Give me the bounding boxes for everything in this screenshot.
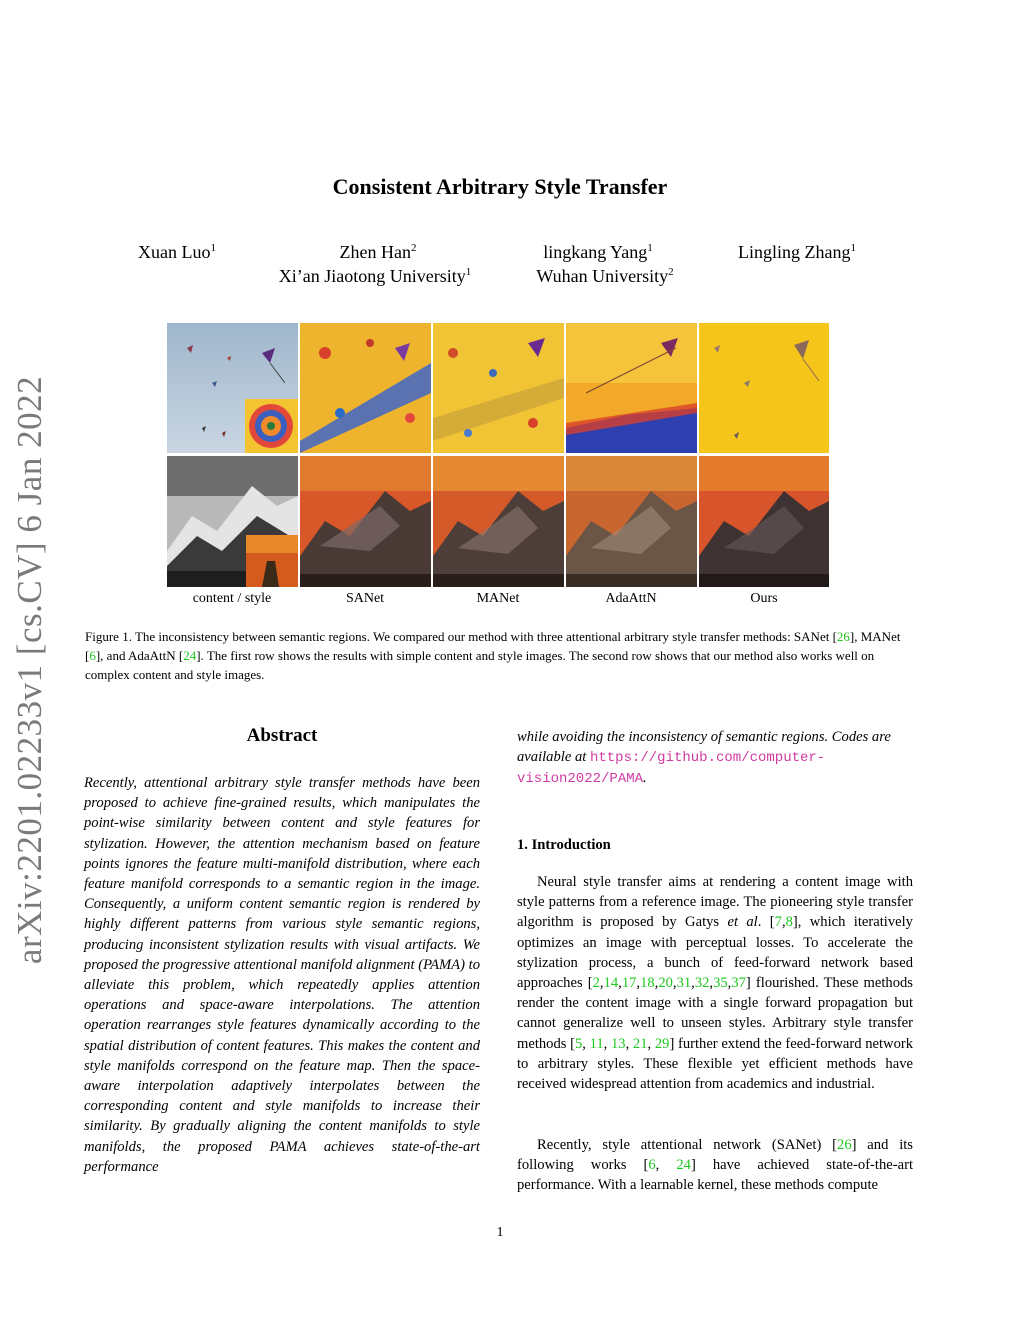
body-text: , [625, 1035, 633, 1052]
figure-label-adaattn: AdaAttN [605, 591, 657, 606]
citation-link[interactable]: 6 [89, 648, 96, 663]
body-text: et al [727, 914, 758, 931]
body-text: ] flourished. These methods render the content image with a single forward propagation but cannot generalize well to unseen styles. Arbitrary style transfer methods [ [517, 975, 913, 1052]
citation-link[interactable]: 8 [785, 914, 793, 931]
paper-title: Consistent Arbitrary Style Transfer [332, 174, 668, 199]
author-sup: 1 [210, 242, 216, 254]
citation-link[interactable]: 31 [676, 975, 692, 992]
citation-link[interactable]: 17 [621, 975, 637, 992]
body-text: , [727, 975, 732, 992]
affiliation-sup: 1 [465, 266, 472, 278]
body-text: , [709, 975, 714, 992]
body-text: Neural style transfer aims at rendering a content image with style patterns from a reference image. The pioneering style transfer algorithm is proposed by Gatys [517, 874, 913, 931]
citation-link[interactable]: 26 [836, 629, 850, 644]
citation-link[interactable]: 35 [713, 975, 728, 992]
body-text: , [654, 975, 659, 992]
citation-link[interactable]: 7 [774, 914, 782, 931]
author-name: Xuan Luo [138, 242, 211, 262]
figure-ours-kites [699, 323, 829, 453]
abstract-text: . [643, 770, 647, 787]
body-text: , [599, 975, 604, 992]
citation-link[interactable]: 14 [603, 975, 619, 992]
figure-label-manet: MANet [476, 591, 520, 606]
page-number: 1 [496, 1225, 504, 1240]
author-sup: 1 [850, 242, 856, 254]
figure-label-sanet: SANet [345, 591, 385, 606]
caption-text: ], and AdaAttN [ [95, 648, 184, 663]
abstract-text: while avoiding the inconsistency of semantic regions. Codes are available at [517, 729, 891, 766]
affiliation-1 [262, 266, 488, 287]
figure-ours-mountain [699, 456, 829, 587]
abstract-continuation [517, 727, 913, 790]
author-name: Zhen Han [339, 242, 411, 262]
figure-manet-mountain [433, 456, 564, 587]
introduction-paragraph-2 [517, 1135, 913, 1196]
figure-adaattn-kites [566, 323, 697, 453]
caption-text: ]. The first row shows the results with simple content and style images. The second row shows that our method also works well on complex content and style images. [85, 648, 875, 682]
body-text: , [655, 1157, 677, 1174]
author-1 [117, 242, 237, 263]
body-text: . [ [757, 914, 775, 931]
body-text: , [781, 914, 786, 931]
body-text: , [582, 1035, 590, 1052]
body-text: , [618, 975, 622, 992]
body-text: ] further extend the feed-forward network to arbitrary styles. These flexible yet efficient methods have received widespread attention from academics and industrial. [517, 1035, 914, 1093]
citation-link[interactable]: 20 [658, 975, 673, 992]
figure-manet-kites [433, 323, 564, 453]
affiliation-sup: 2 [668, 266, 674, 278]
introduction-paragraph-1 [517, 872, 913, 1094]
figure-adaattn-mountain [566, 456, 697, 587]
author-sup: 2 [410, 242, 417, 254]
author-2 [318, 242, 438, 263]
body-text: , [691, 975, 695, 992]
citation-link[interactable]: 5 [574, 1035, 583, 1052]
arxiv-identifier: arXiv:2201.02233v1 [cs.CV] 6 Jan 2022 [10, 375, 49, 965]
body-text: , [647, 1035, 655, 1052]
citation-link[interactable]: 26 [837, 1137, 852, 1153]
body-text: ] have achieved state-of-the-art performance. With a learnable kernel, these methods compute [517, 1157, 913, 1194]
citation-link[interactable]: 29 [654, 1035, 670, 1052]
citation-link[interactable]: 11 [589, 1035, 604, 1052]
figure-caption [85, 627, 915, 684]
introduction-heading: 1. Introduction [517, 837, 611, 853]
abstract-body: Recently, attentional arbitrary style transfer methods have been proposed to achieve fine-grained results, which manipulates the point-wise similarity between content and style features for stylization. However, the attention mechanism based on feature points ignores the feature multi-manifold distribution, where each feature manifold corresponds to a semantic region in the image. Consequently, a uniform content semantic region is rendered by highly different patterns from various style semantic regions, producing inconsistent stylization results with visual artifacts. We proposed the progressive attentional manifold alignment (PAMA) to alleviate this problem, which repeatedly applies attention operations and space-aware interpolations. The attention operation rearranges style features dynamically according to the spatial distribution of content features. This makes the content and style manifolds correspond on the feature map. Then the space-aware interpolation adaptively interpolates between the corresponding content and style manifolds to increase their similarity. By gradually aligning the content manifolds to style manifolds, the proposed PAMA achieves state-of-the-art performance [84, 775, 480, 1175]
affiliation-name: Xi’an Jiaotong University [278, 266, 466, 286]
author-3 [528, 242, 668, 263]
citation-link[interactable]: 24 [676, 1157, 691, 1174]
body-text: ] and its following works [ [517, 1137, 913, 1174]
body-text: , [672, 975, 677, 992]
author-name: Lingling Zhang [738, 242, 851, 262]
author-4 [722, 242, 872, 263]
figure-content-kites [167, 323, 298, 453]
figure-sanet-kites [300, 323, 431, 453]
citation-link[interactable]: 21 [632, 1035, 648, 1052]
citation-link[interactable]: 13 [611, 1035, 626, 1052]
body-text: , [636, 975, 641, 992]
author-sup: 1 [647, 242, 653, 254]
citation-link[interactable]: 6 [648, 1157, 656, 1174]
citation-link[interactable]: 2 [592, 975, 600, 992]
body-text: , [603, 1035, 611, 1052]
figure-sanet-mountain [300, 456, 431, 587]
citation-link[interactable]: 24 [183, 648, 197, 663]
caption-text: ], MANet [ [85, 629, 901, 663]
affiliation-2 [520, 266, 690, 287]
figure-label-content-style: content / style [192, 591, 272, 606]
figure-content-mountain [167, 456, 298, 587]
figure-label-ours: Ours [750, 591, 778, 606]
citation-link[interactable]: 18 [640, 975, 655, 992]
caption-text: Figure 1. The inconsistency between semantic regions. We compared our method with three attentional arbitrary style transfer methods: SANet [ [85, 629, 837, 644]
affiliation-name: Wuhan University [536, 266, 669, 286]
body-text: Recently, style attentional network (SANet) [ [537, 1137, 838, 1153]
abstract-heading: Abstract [246, 725, 318, 746]
body-text: ], which iteratively optimizes an image with perceptual losses. To accelerate the stylization process, a bunch of feed-forward network based approaches [ [517, 914, 913, 992]
author-name: lingkang Yang [543, 242, 648, 262]
citation-link[interactable]: 32 [694, 975, 710, 992]
citation-link[interactable]: 37 [731, 975, 746, 992]
code-url-link[interactable]: https://github.com/computer-vision2022/PAMA [517, 750, 826, 788]
